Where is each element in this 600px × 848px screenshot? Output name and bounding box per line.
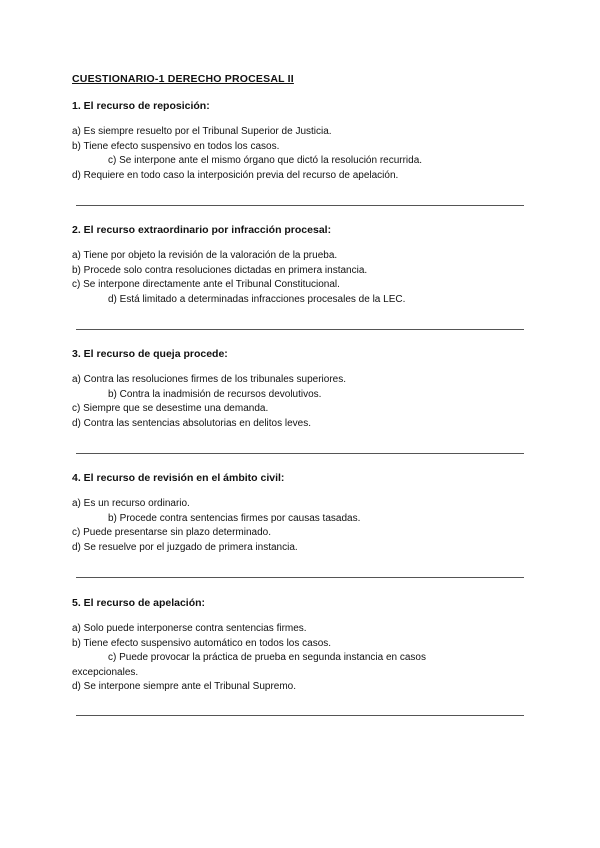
- option-list: [72, 373, 532, 431]
- option-d: d) Está limitado a determinadas infracciones procesales de la LEC.: [108, 293, 406, 305]
- question-title: 2. El recurso extraordinario por infracción procesal:: [72, 224, 332, 236]
- question-title: 1. El recurso de reposición:: [72, 100, 210, 112]
- question-title: 4. El recurso de revisión en el ámbito civil:: [72, 472, 285, 484]
- option-d: d) Se interpone siempre ante el Tribunal Supremo.: [72, 681, 297, 693]
- option-c: c) Se interpone ante el mismo órgano que dictó la resolución recurrida.: [108, 155, 423, 167]
- question-5: [72, 597, 532, 695]
- divider: [76, 715, 524, 716]
- option-c: c) Puede provocar la práctica de prueba en segunda instancia en casos excepcionales.: [72, 652, 426, 678]
- question-title: 5. El recurso de apelación:: [72, 597, 206, 609]
- option-d: d) Se resuelve por el juzgado de primera instancia.: [72, 541, 298, 553]
- option-list: [72, 125, 532, 183]
- question-title: 3. El recurso de queja procede:: [72, 348, 228, 360]
- option-b: b) Tiene efecto suspensivo automático en todos los casos.: [72, 637, 332, 649]
- option-list: [72, 622, 532, 695]
- option-list: [72, 497, 532, 555]
- option-a: a) Es un recurso ordinario.: [72, 498, 190, 509]
- question-3: [72, 348, 532, 431]
- option-b: b) Procede contra sentencias firmes por causas tasadas.: [108, 512, 361, 524]
- divider: [76, 577, 524, 578]
- document-title: CUESTIONARIO-1 DERECHO PROCESAL II: [72, 73, 294, 85]
- question-1: [72, 100, 532, 183]
- option-d: d) Contra las sentencias absolutorias en delitos leves.: [72, 417, 312, 429]
- option-b: b) Procede solo contra resoluciones dictadas en primera instancia.: [72, 264, 368, 276]
- option-d: d) Requiere en todo caso la interposición previa del recurso de apelación.: [72, 169, 399, 181]
- option-a: a) Tiene por objeto la revisión de la valoración de la prueba.: [72, 250, 338, 261]
- option-a: a) Es siempre resuelto por el Tribunal Superior de Justicia.: [72, 126, 332, 137]
- option-c: c) Puede presentarse sin plazo determinado.: [72, 527, 272, 539]
- divider: [76, 205, 524, 206]
- option-c: c) Siempre que se desestime una demanda.: [72, 403, 269, 415]
- divider: [76, 453, 524, 454]
- option-list: [72, 249, 532, 307]
- option-b: b) Contra la inadmisión de recursos devolutivos.: [108, 388, 322, 400]
- option-a: a) Solo puede interponerse contra sentencias firmes.: [72, 623, 307, 634]
- option-a: a) Contra las resoluciones firmes de los tribunales superiores.: [72, 374, 347, 385]
- question-4: [72, 472, 532, 555]
- divider: [76, 329, 524, 330]
- option-b: b) Tiene efecto suspensivo en todos los casos.: [72, 140, 280, 152]
- option-c: c) Se interpone directamente ante el Tribunal Constitucional.: [72, 279, 340, 291]
- question-2: [72, 224, 532, 307]
